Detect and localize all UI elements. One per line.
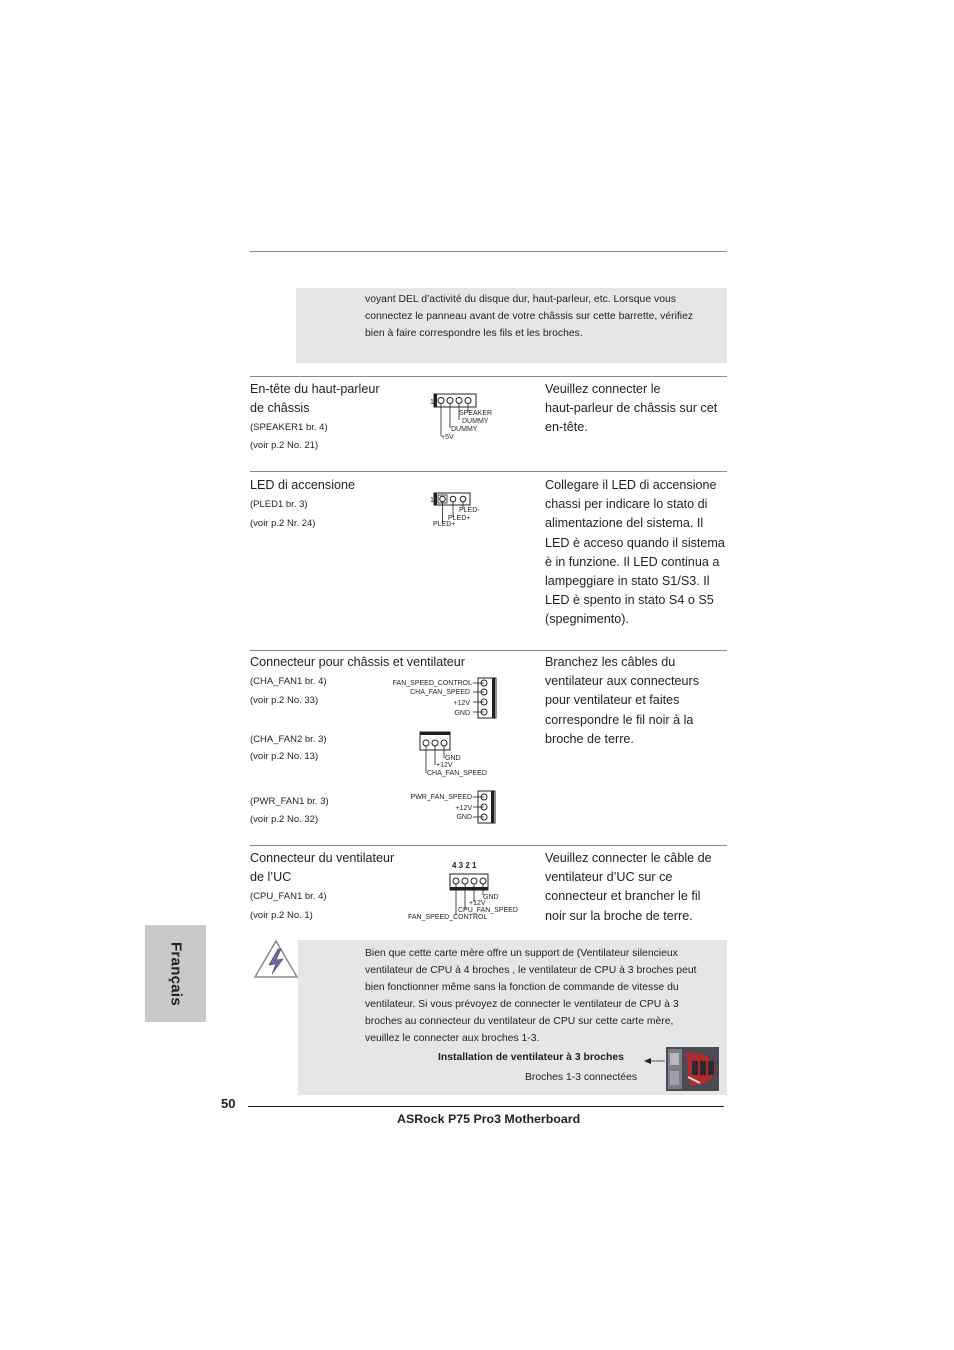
pins-connected-label: Broches 1-3 connectées (525, 1072, 638, 1083)
chafan2-see: (voir p.2 No. 13) (250, 751, 319, 762)
section-rule (250, 845, 727, 846)
chafan1-see: (voir p.2 No. 33) (250, 695, 319, 706)
speaker-title-line: En-tête du haut-parleur (250, 382, 380, 396)
speaker-desc-line: Veuillez connecter le (545, 382, 661, 396)
cpufan-title (250, 849, 394, 887)
intro-text (365, 291, 693, 342)
cpufan-desc-line: noir sur la broche de terre. (545, 908, 693, 923)
speaker-header-diagram (425, 390, 515, 446)
pled-pin-label: PLED+ (448, 515, 471, 522)
chafan1-ref: (CHA_FAN1 br. 4) (250, 676, 327, 687)
footer-rule (248, 1106, 724, 1107)
cpufan-pin-label: FAN_SPEED_CONTROL (408, 914, 488, 921)
chafan2-ref: (CHA_FAN2 br. 3) (250, 734, 327, 745)
top-rule (250, 251, 727, 252)
chafan1-pin-label: +12V (453, 700, 470, 707)
chafan-desc-line: correspondre le fil noir à la (545, 712, 694, 727)
cpufan-pin-label: GND (483, 894, 499, 901)
intro-line: bien à faire correspondre les fils et les broches. (365, 328, 583, 339)
speaker-pin-label: +5V (441, 434, 454, 441)
cpufan-desc-line: connecteur et brancher le fil (545, 889, 701, 904)
speaker-description (545, 380, 717, 438)
speaker-title-line: de châssis (250, 401, 310, 416)
chafan-desc-line: ventilateur aux connecteurs (545, 674, 700, 689)
speaker-pin-label: SPEAKER (459, 410, 493, 417)
cpufan-pin-numbers: 4 3 2 1 (452, 861, 477, 870)
pled-title: LED di accensione (250, 478, 356, 492)
footer-product: ASRock P75 Pro3 Motherboard (397, 1112, 581, 1126)
speaker-pin-label: DUMMY (462, 418, 489, 425)
intro-line: connectez le panneau avant de votre châssis sur cette barrette, vérifiez (365, 311, 694, 322)
warning-line: ventilateur. Si vous prévoyez de connecter le ventilateur de CPU à 3 (365, 999, 679, 1010)
warning-text (365, 945, 697, 1047)
cpufan-description (545, 849, 712, 926)
section-rule (250, 376, 727, 377)
pled-pin1-label: 1 (430, 497, 434, 504)
page-number: 50 (221, 1096, 236, 1111)
pled-see: (voir p.2 Nr. 24) (250, 518, 316, 529)
pwrfan-pin-label: PWR_FAN_SPEED (410, 794, 472, 801)
cpufan-title-line: Connecteur du ventilateur (250, 851, 395, 865)
cpufan-pin-label: CPU_FAN_SPEED (458, 907, 518, 914)
pled-desc-line: chassi per indicare lo stato di (545, 497, 708, 512)
chafan1-header-diagram (380, 674, 502, 722)
warning-line: veuillez le connecter aux broches 1-3. (365, 1033, 540, 1044)
chafan-desc-line: Branchez les câbles du (545, 655, 676, 669)
pled-desc-line: LED è acceso quando il sistema (545, 535, 725, 550)
arrow-left-icon (644, 1056, 666, 1066)
pled-desc-line: Collegare il LED di accensione (545, 478, 717, 492)
cpufan-pin-label: +12V (469, 900, 486, 907)
chafan2-header-diagram (416, 728, 496, 780)
language-tab-label: Français (167, 941, 184, 1006)
speaker-pin1-label: 1 (430, 399, 434, 406)
install-label: Installation de ventilateur à 3 broches (438, 1052, 624, 1063)
speaker-pin-label: DUMMY (451, 426, 478, 433)
chafan1-pin-label: CHA_FAN_SPEED (410, 689, 470, 696)
language-tab (145, 925, 206, 1022)
chafan1-pin-label: FAN_SPEED_CONTROL (392, 680, 472, 687)
pled-header-diagram (428, 490, 498, 530)
chafan2-pin-label: +12V (436, 762, 453, 769)
warning-line: ventilateur de CPU à 4 broches , le ventilateur de CPU à 3 broches peut (365, 965, 697, 976)
cpufan-ref: (CPU_FAN1 br. 4) (250, 891, 327, 902)
warning-line: Bien que cette carte mère offre un support de (Ventilateur silencieux (365, 948, 678, 959)
cpufan-see: (voir p.2 No. 1) (250, 910, 313, 921)
chafan-title: Connecteur pour châssis et ventilateur (250, 655, 465, 669)
pwrfan-pin-label: GND (456, 814, 472, 821)
pled-desc-line: (spegnimento). (545, 612, 629, 627)
section-rule (250, 650, 727, 651)
speaker-ref: (SPEAKER1 br. 4) (250, 422, 328, 433)
pled-desc-line: è in funzione. Il LED continua a (545, 554, 720, 569)
cpufan-header-diagram (405, 857, 525, 923)
pled-ref: (PLED1 br. 3) (250, 499, 308, 510)
chafan2-pin-label: CHA_FAN_SPEED (427, 770, 487, 777)
speaker-title (250, 380, 380, 418)
pled-pin-label: PLED+ (433, 521, 456, 528)
warning-line: bien fonctionner même sans la fonction de commande de vitesse du (365, 982, 679, 993)
chafan-desc-line: broche de terre. (545, 731, 634, 746)
chafan-description (545, 653, 699, 749)
fan-photo (666, 1047, 719, 1091)
pled-pin-label: PLED- (459, 507, 480, 514)
speaker-desc-line: haut-parleur de châssis sur cet (545, 401, 718, 416)
speaker-desc-line: en-tête. (545, 420, 588, 435)
pled-desc-line: lampeggiare in stato S1/S3. Il (545, 574, 710, 589)
warning-icon (252, 938, 300, 980)
pled-description (545, 476, 725, 630)
pled-desc-line: alimentazione del sistema. Il (545, 516, 704, 531)
cpufan-title-line: de l’UC (250, 870, 292, 885)
warning-line: broches au connecteur du ventilateur de CPU sur cette carte mère, (365, 1016, 674, 1027)
pwrfan-ref: (PWR_FAN1 br. 3) (250, 796, 329, 807)
cpufan-desc-line: Veuillez connecter le câble de (545, 851, 712, 865)
intro-line: voyant DEL d’activité du disque dur, haut-parleur, etc. Lorsque vous (365, 294, 676, 305)
chafan2-pin-label: GND (445, 755, 461, 762)
pled-desc-line: LED è spento in stato S4 o S5 (545, 593, 714, 608)
chafan1-pin-label: GND (454, 710, 470, 717)
chafan-desc-line: pour ventilateur et faites (545, 693, 680, 708)
pwrfan-header-diagram (400, 788, 500, 826)
pwrfan-see: (voir p.2 No. 32) (250, 814, 319, 825)
speaker-see: (voir p.2 No. 21) (250, 440, 319, 451)
section-rule (250, 471, 727, 472)
cpufan-desc-line: ventilateur d’UC sur ce (545, 870, 673, 885)
pwrfan-pin-label: +12V (455, 805, 472, 812)
